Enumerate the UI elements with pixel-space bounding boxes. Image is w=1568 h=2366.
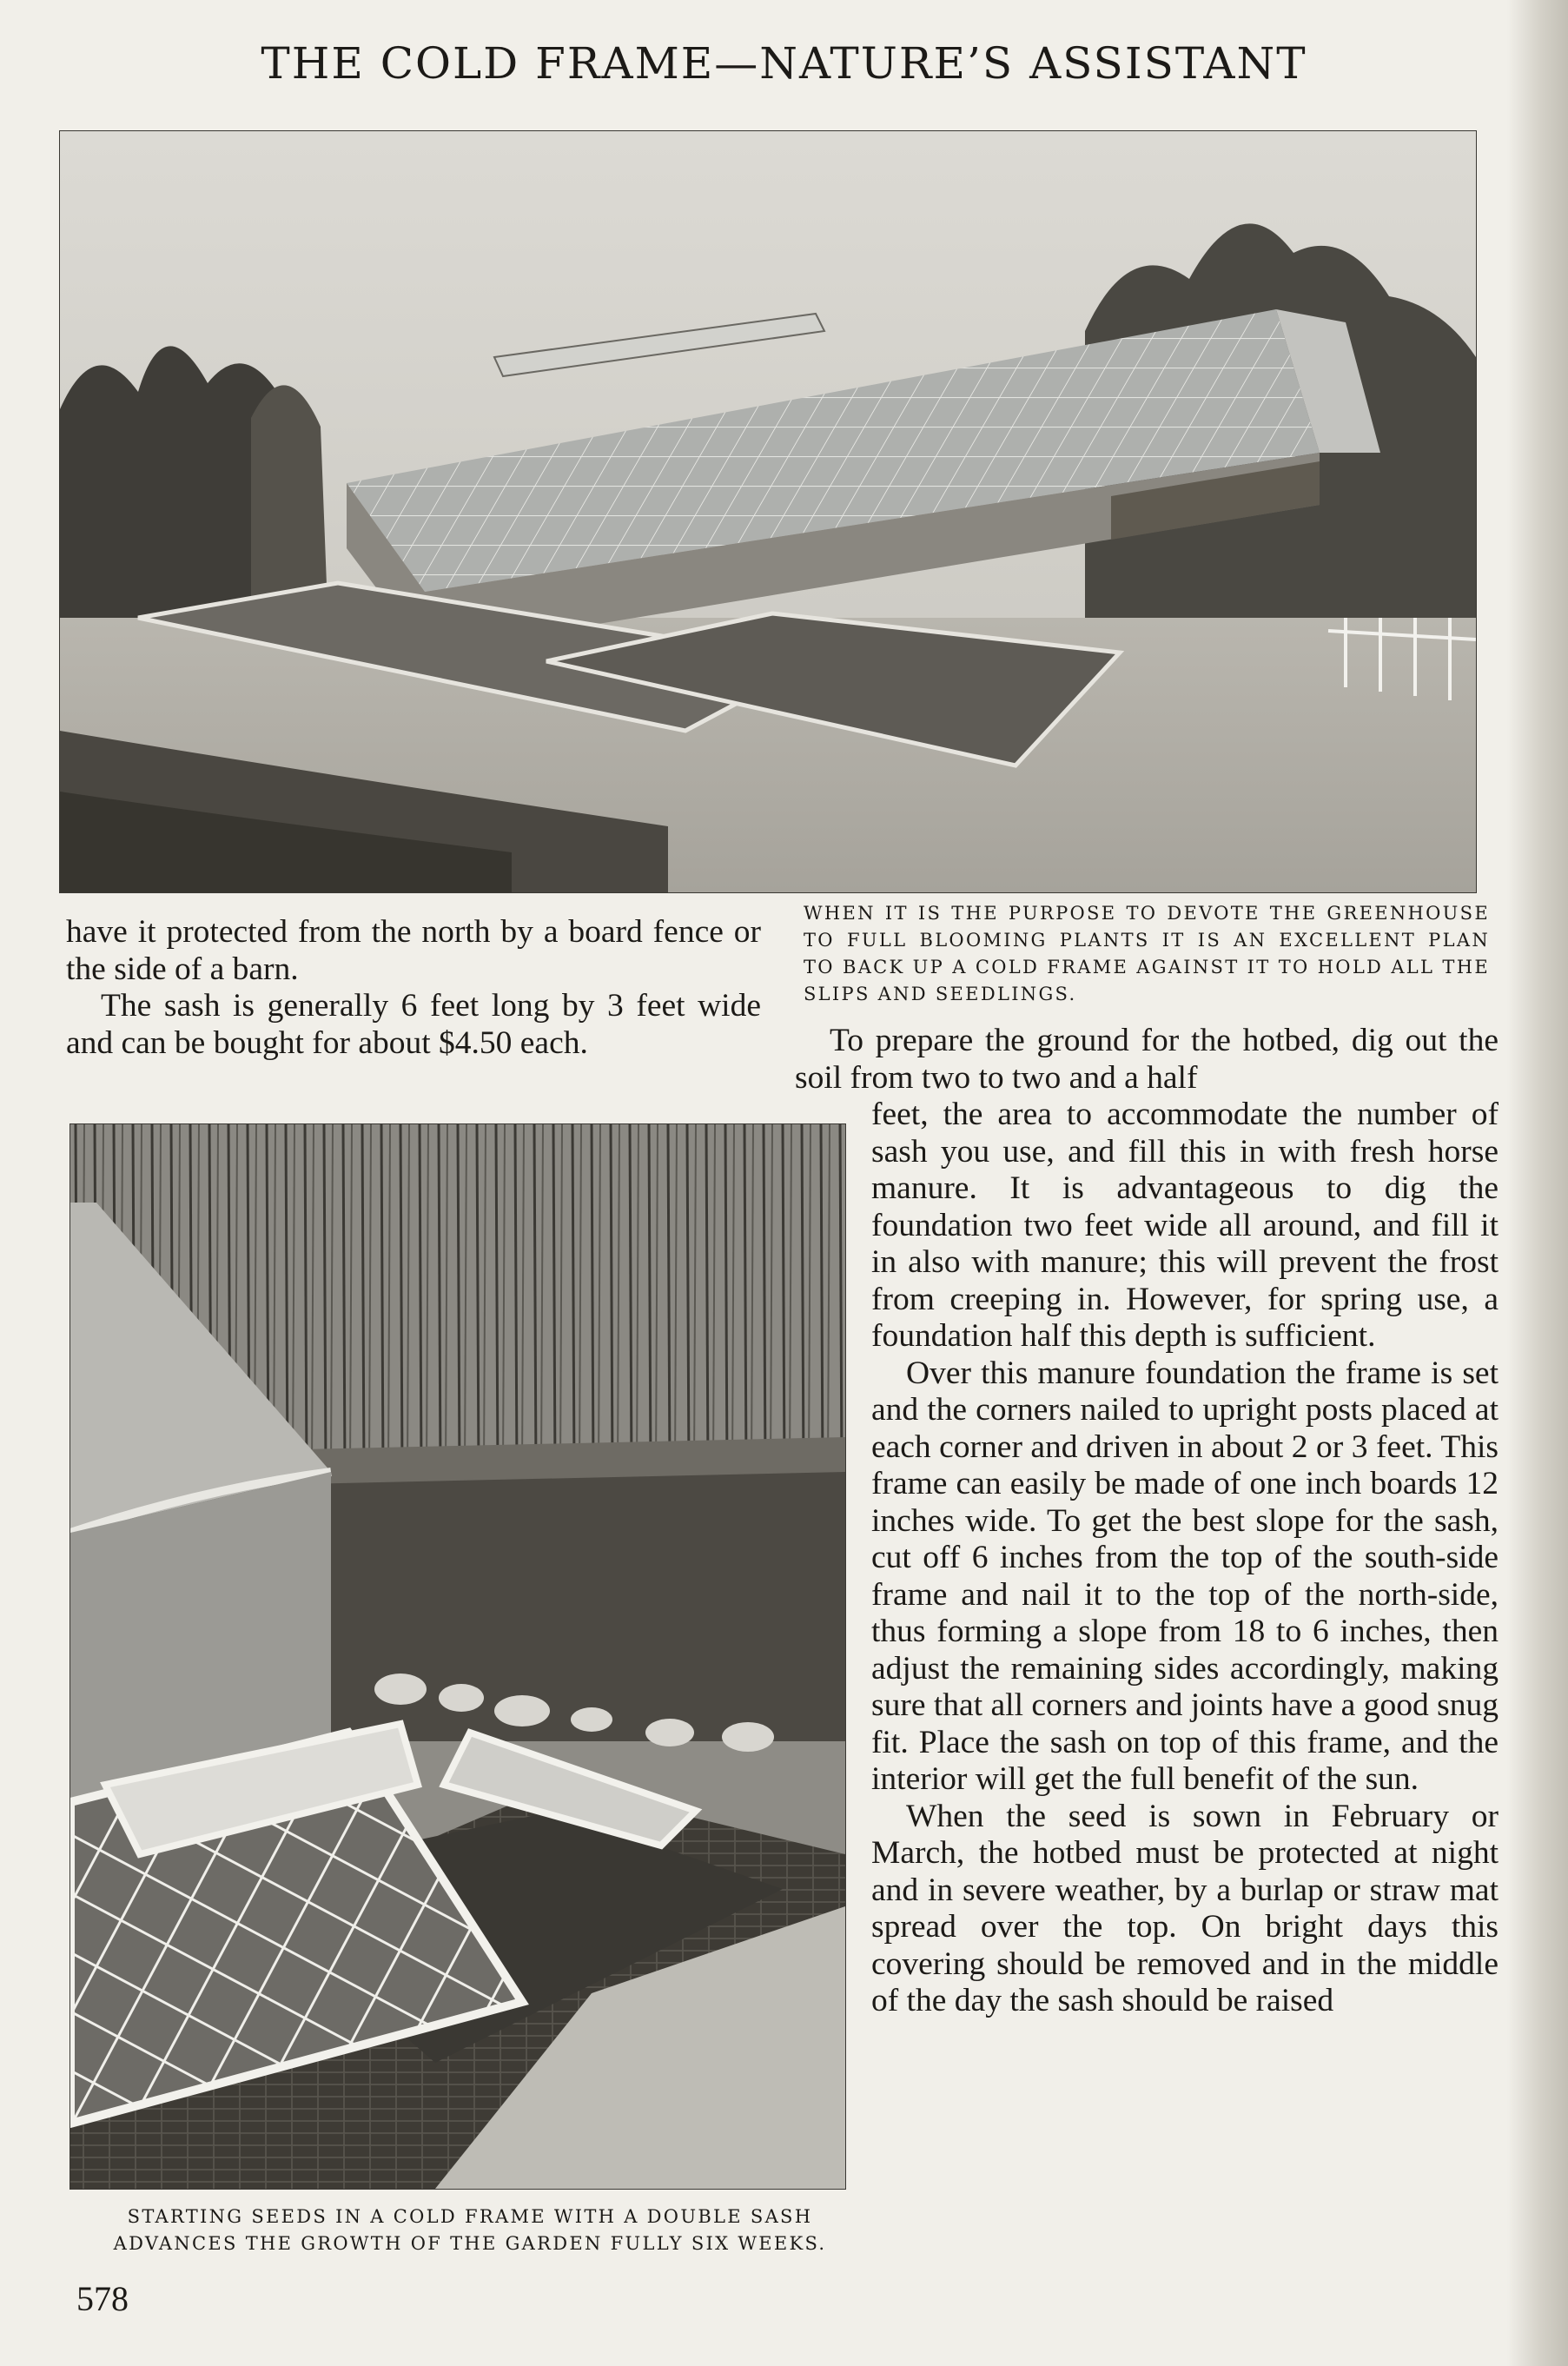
greenhouse-illustration	[60, 131, 1476, 892]
cold-frame-caption: STARTING SEEDS IN A COLD FRAME WITH A DOUBLE SASH ADVANCES THE GROWTH OF THE GARDEN FULLY SIX WEEKS.	[113, 2206, 827, 2254]
paragraph: When the seed is sown in February or March, the hotbed must be protected at night and in severe weather, by a burlap or straw mat spread over the top. On bright days this covering should be removed and in the middle of the day the sash should be raised	[871, 1798, 1499, 2018]
greenhouse-caption: WHEN IT IS THE PURPOSE TO DEVOTE THE GREENHOUSE TO FULL BLOOMING PLANTS IT IS AN EXCELLENT PLAN TO BACK UP A COLD FRAME AGAINST IT TO HOLD ALL THE SLIPS AND SEEDLINGS.	[804, 903, 1490, 1004]
left-column-text	[66, 914, 761, 1062]
right-column-text	[871, 1097, 1499, 2020]
cold-frame-photo	[69, 1123, 846, 2190]
paragraph: The sash is generally 6 feet long by 3 feet wide and can be bought for about $4.50 each.	[66, 988, 761, 1061]
page-number: 578	[76, 2279, 129, 2318]
paragraph: feet, the area to accommodate the number of sash you use, and fill this in with fresh horse manure. It is advantageous to dig the foundation two feet wide all around, and fill it in also with manure; this will prevent the frost from creeping in. However, for spring use, a foundation half this depth is sufficient.	[871, 1097, 1499, 1354]
cold-frame-illustration	[70, 1124, 845, 2189]
paragraph: To prepare the ground for the hotbed, dig out the soil from two to two and a half	[795, 1023, 1499, 1096]
paragraph: Over this manure foundation the frame is set and the corners nailed to upright posts placed at each corner and driven in about 2 or 3 feet. This frame can easily be made of one inch boards 12 inches wide. To get the best slope for the sash, cut off 6 inches from the top of the south-side frame and nail it to the top of the north-side, thus forming a slope from 18 to 6 inches, then adjust the remaining sides accordingly, making sure that all corners and joints have a good snug fit. Place the sash on top of this frame, and the interior will get the full benefit of the sun.	[871, 1355, 1499, 1797]
paragraph: have it protected from the north by a board fence or the side of a barn.	[66, 914, 761, 987]
page-gutter-shadow	[1507, 0, 1568, 2366]
greenhouse-photo	[59, 130, 1477, 893]
right-intro-text	[795, 1023, 1499, 1097]
page-title: THE COLD FRAME—NATURE’S ASSISTANT	[261, 38, 1307, 89]
